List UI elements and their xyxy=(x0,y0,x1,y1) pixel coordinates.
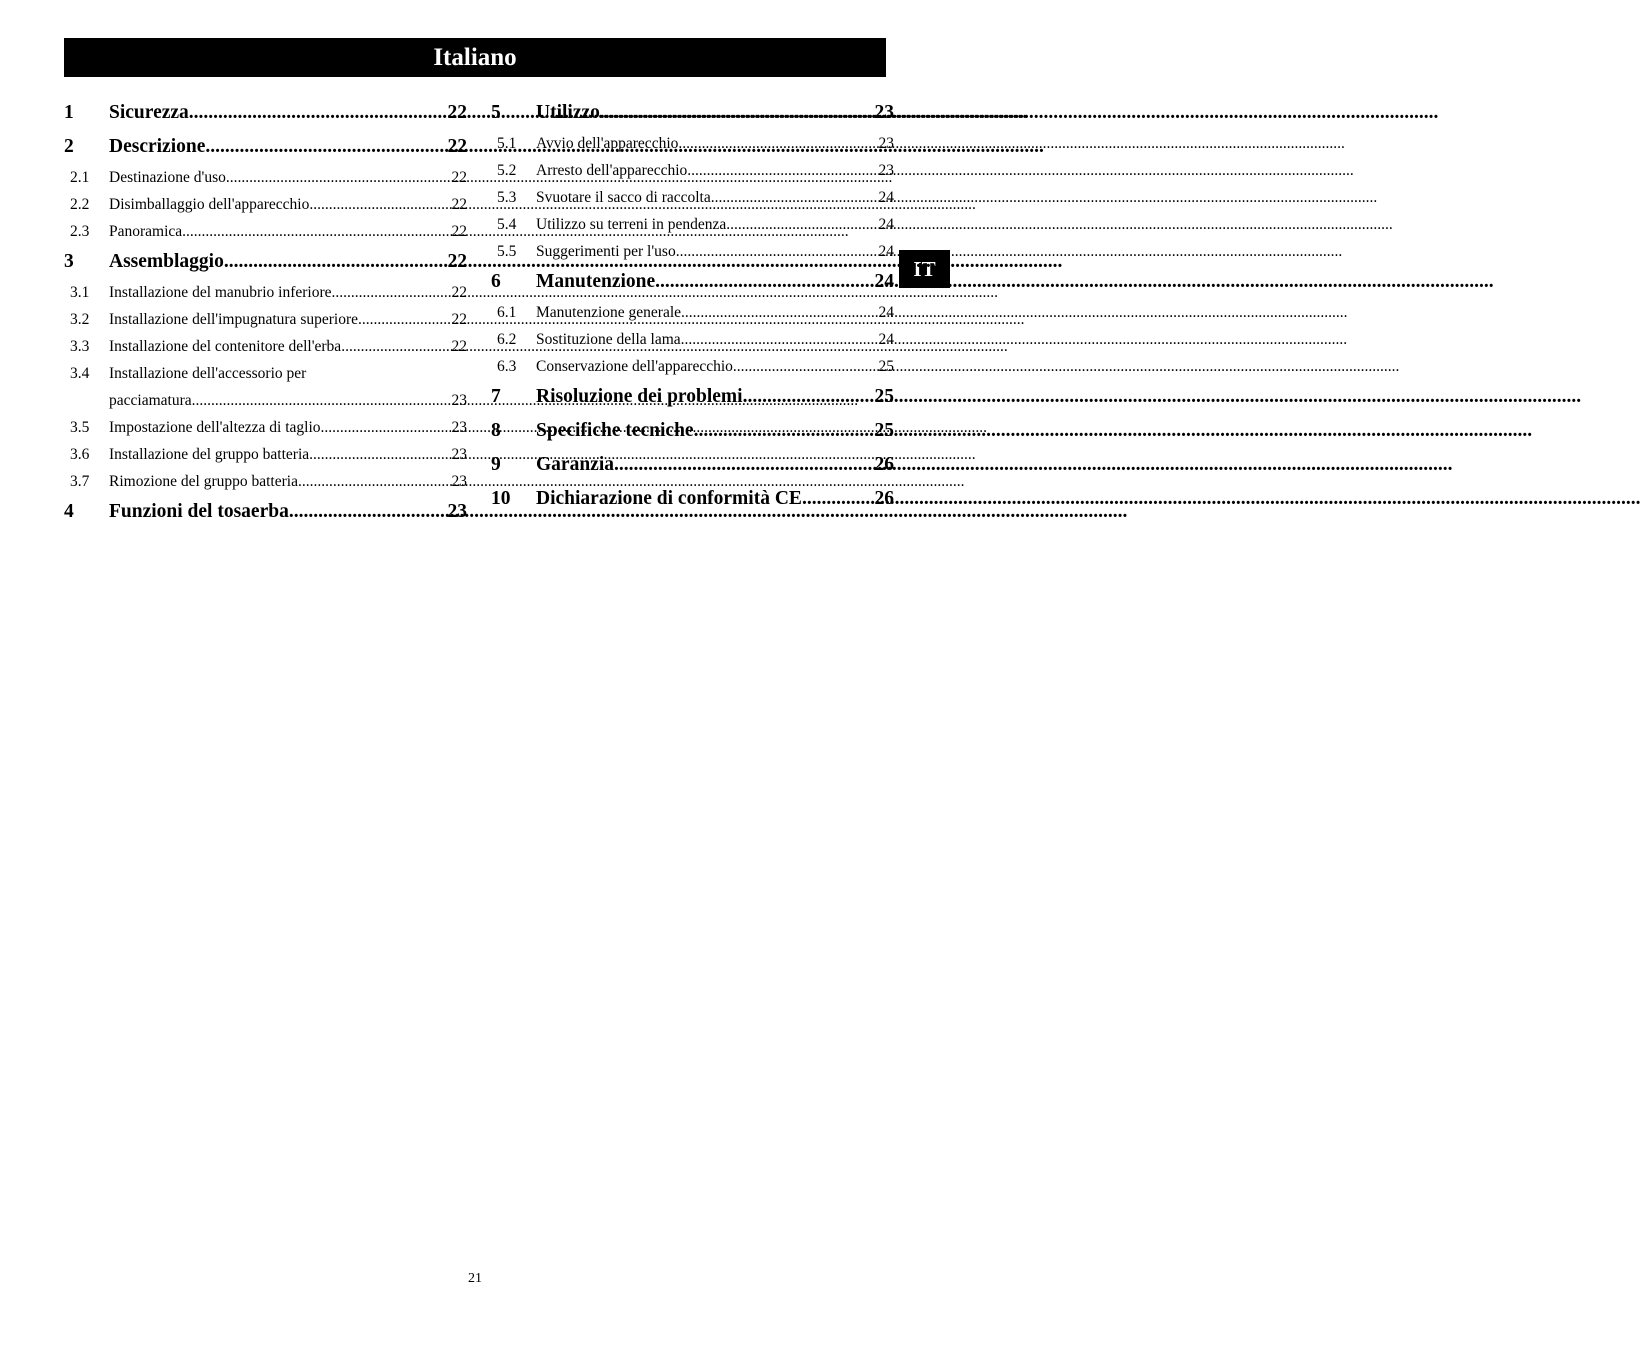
language-tab-label: IT xyxy=(913,256,936,281)
toc-leader-dots xyxy=(189,96,447,130)
toc-leader-dots xyxy=(224,245,447,279)
toc-entry-number: 10 xyxy=(491,488,511,509)
toc-entry-number: 5.5 xyxy=(497,243,517,260)
toc-leader-dots xyxy=(681,299,877,326)
toc-leader-dots xyxy=(743,380,874,414)
toc-entry[interactable] xyxy=(64,414,467,441)
toc-entry-page: 24 xyxy=(878,304,894,321)
toc-entry-page: 25 xyxy=(874,420,894,441)
toc-entry-label: Descrizione xyxy=(109,136,206,157)
toc-entry[interactable] xyxy=(64,191,467,218)
toc-entry-number: 3.3 xyxy=(70,338,90,355)
toc-entry-label: Panoramica xyxy=(109,223,183,240)
toc-entry-label: Suggerimenti per l'uso xyxy=(536,243,676,260)
toc-entry-number: 4 xyxy=(64,501,74,522)
toc-entry-page: 24 xyxy=(878,216,894,233)
toc-entry-page: 22 xyxy=(451,169,467,186)
toc-entry[interactable] xyxy=(64,130,467,164)
toc-entry-label: Specifiche tecniche xyxy=(536,420,694,441)
toc-entry-label: Impostazione dell'altezza di taglio xyxy=(109,419,321,436)
toc-entry-label: Funzioni del tosaerba xyxy=(109,501,289,522)
toc-leader-dots xyxy=(309,191,450,218)
toc-entry-label: pacciamatura xyxy=(109,392,192,409)
toc-entry[interactable] xyxy=(64,164,467,191)
toc-entry[interactable] xyxy=(491,265,894,299)
toc-entry[interactable] xyxy=(491,211,894,238)
toc-leader-dots xyxy=(226,164,451,191)
toc-entry-number: 5.4 xyxy=(497,216,517,233)
toc-entry-page: 23 xyxy=(451,473,467,490)
toc-entry[interactable] xyxy=(64,96,467,130)
toc-entry-number: 9 xyxy=(491,454,501,475)
toc-entry-label: Installazione del gruppo batteria xyxy=(109,446,310,463)
toc-entry[interactable] xyxy=(491,326,894,353)
toc-entry[interactable] xyxy=(491,157,894,184)
toc-entry-page: 22 xyxy=(451,284,467,301)
toc-entry-page: 25 xyxy=(874,386,894,407)
toc-entry[interactable] xyxy=(64,218,467,245)
toc-entry-page: 22 xyxy=(447,102,467,123)
toc-leader-dots xyxy=(192,387,451,414)
toc-entry-number: 7 xyxy=(491,386,501,407)
toc-entry[interactable] xyxy=(64,441,467,468)
toc-entry[interactable] xyxy=(491,353,894,380)
toc-entry-page: 22 xyxy=(451,338,467,355)
toc-entry-label: Rimozione del gruppo batteria xyxy=(109,473,298,490)
toc-entry-page: 23 xyxy=(447,501,467,522)
toc-entry-number: 6.3 xyxy=(497,358,517,375)
toc-entry[interactable] xyxy=(64,468,467,495)
toc-entry-number: 2 xyxy=(64,136,74,157)
toc-leader-dots xyxy=(205,130,446,164)
toc-entry-page: 22 xyxy=(447,251,467,272)
toc-entry-label: Conservazione dell'apparecchio xyxy=(536,358,733,375)
toc-entry-label: Installazione del contenitore dell'erba xyxy=(109,338,342,355)
toc-entry-label: Manutenzione generale xyxy=(536,304,682,321)
toc-entry[interactable] xyxy=(491,448,894,482)
toc-leader-dots xyxy=(733,353,878,380)
toc-leader-dots xyxy=(289,495,447,529)
toc-entry-label: Avvio dell'apparecchio xyxy=(536,135,679,152)
toc-entry-label: Dichiarazione di conformità CE xyxy=(536,488,802,509)
toc-entry-label: Garanzia xyxy=(536,454,614,475)
toc-entry-label: Assemblaggio xyxy=(109,251,224,272)
toc-leader-dots xyxy=(676,238,878,265)
toc-entry-number: 3.2 xyxy=(70,311,90,328)
toc-entry-number: 2.1 xyxy=(70,169,90,186)
toc-entry-page: 23 xyxy=(451,419,467,436)
toc-leader-dots xyxy=(655,265,873,299)
toc-entry[interactable] xyxy=(491,299,894,326)
toc-entry-page: 22 xyxy=(451,223,467,240)
toc-entry-number: 2.3 xyxy=(70,223,90,240)
toc-entry-label: Svuotare il sacco di raccolta xyxy=(536,189,711,206)
toc-entry-page: 22 xyxy=(451,196,467,213)
toc-column-left xyxy=(64,96,467,529)
toc-entry[interactable] xyxy=(64,387,467,414)
toc-entry-number: 3.7 xyxy=(70,473,90,490)
toc-leader-dots xyxy=(332,279,451,306)
toc-leader-dots xyxy=(802,482,874,516)
toc-entry[interactable] xyxy=(491,184,894,211)
toc-entry-label: Disimballaggio dell'apparecchio xyxy=(109,196,310,213)
toc-entry-label: Destinazione d'uso xyxy=(109,169,226,186)
toc-entry-label: Installazione dell'accessorio per xyxy=(109,365,307,382)
toc-entry-number: 5 xyxy=(491,102,501,123)
toc-entry-label: Installazione del manubrio inferiore xyxy=(109,284,332,301)
toc-leader-dots xyxy=(711,184,878,211)
toc-entry[interactable] xyxy=(64,245,467,279)
toc-entry-number: 6 xyxy=(491,271,501,292)
toc-entry-label: Arresto dell'apparecchio xyxy=(536,162,688,179)
toc-entry-label: Installazione dell'impugnatura superiore xyxy=(109,311,358,328)
toc-entry-number: 5.1 xyxy=(497,135,517,152)
toc-entry[interactable] xyxy=(64,360,467,387)
toc-entry-number: 3.5 xyxy=(70,419,90,436)
toc-leader-dots xyxy=(309,441,450,468)
toc-entry[interactable] xyxy=(491,380,894,414)
toc-leader-dots xyxy=(600,96,874,130)
toc-entry-page: 26 xyxy=(874,454,894,475)
toc-leader-dots xyxy=(182,218,450,245)
page-title-bar xyxy=(64,38,886,77)
toc-entry-label: Utilizzo su terreni in pendenza xyxy=(536,216,727,233)
toc-entry-page: 24 xyxy=(874,271,894,292)
toc-entry-number: 3.6 xyxy=(70,446,90,463)
toc-column-right xyxy=(491,96,894,516)
toc-entry-label: Sicurezza xyxy=(109,102,189,123)
toc-leader-dots xyxy=(726,211,877,238)
toc-entry[interactable] xyxy=(64,306,467,333)
toc-entry-label: Sostituzione della lama xyxy=(536,331,681,348)
toc-leader-dots xyxy=(687,157,877,184)
toc-entry-page: 23 xyxy=(874,102,894,123)
toc-entry-number: 8 xyxy=(491,420,501,441)
toc-entry-page: 23 xyxy=(451,446,467,463)
toc-entry-number: 1 xyxy=(64,102,74,123)
toc-entry-page: 22 xyxy=(451,311,467,328)
toc-entry-number: 3.4 xyxy=(70,365,90,382)
toc-leader-dots xyxy=(321,414,451,441)
toc-leader-dots xyxy=(358,306,451,333)
toc-entry[interactable] xyxy=(491,238,894,265)
toc-entry[interactable] xyxy=(491,96,894,130)
toc-entry[interactable] xyxy=(491,482,894,516)
toc-entry-page: 24 xyxy=(878,243,894,260)
page-title: Italiano xyxy=(433,43,517,71)
toc-leader-dots xyxy=(341,333,450,360)
toc-entry[interactable] xyxy=(491,414,894,448)
toc-leader-dots xyxy=(614,448,874,482)
toc-entry-label: Manutenzione xyxy=(536,271,656,292)
toc-entry[interactable] xyxy=(64,495,467,529)
toc-entry-page: 23 xyxy=(878,135,894,152)
toc-leader-dots xyxy=(298,468,451,495)
toc-entry-number: 6.2 xyxy=(497,331,517,348)
toc-leader-dots xyxy=(694,414,874,448)
toc-entry-page: 24 xyxy=(878,331,894,348)
toc-entry-number: 3 xyxy=(64,251,74,272)
toc-entry-number: 6.1 xyxy=(497,304,517,321)
toc-entry-page: 26 xyxy=(874,488,894,509)
toc-entry[interactable] xyxy=(491,130,894,157)
toc-leader-dots xyxy=(678,130,877,157)
toc-entry-page: 25 xyxy=(878,358,894,375)
toc-entry-page: 24 xyxy=(878,189,894,206)
toc-entry[interactable] xyxy=(64,333,467,360)
toc-entry-page: 22 xyxy=(447,136,467,157)
toc-entry-number: 3.1 xyxy=(70,284,90,301)
toc-entry-page: 23 xyxy=(878,162,894,179)
toc-entry[interactable] xyxy=(64,279,467,306)
toc-entry-page: 23 xyxy=(451,392,467,409)
toc-entry-label: Utilizzo xyxy=(536,102,600,123)
page-number: 21 xyxy=(468,1271,482,1286)
toc-entry-number: 2.2 xyxy=(70,196,90,213)
toc-entry-number: 5.2 xyxy=(497,162,517,179)
toc-leader-dots xyxy=(681,326,878,353)
toc-entry-label: Risoluzione dei problemi xyxy=(536,386,743,407)
toc-entry-number: 5.3 xyxy=(497,189,517,206)
